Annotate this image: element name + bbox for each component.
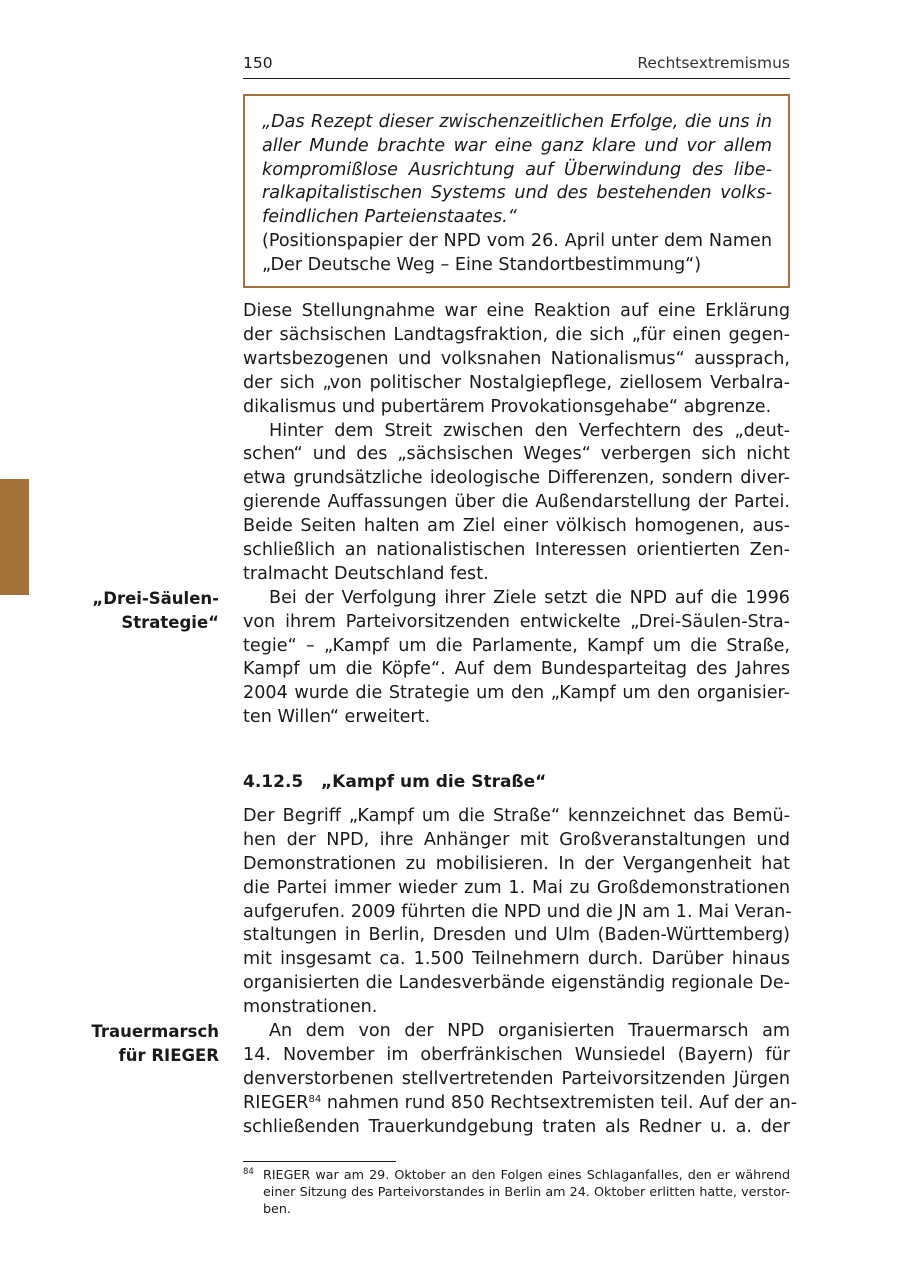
text-line: schen“ und des „sächsischen Weges“ verbergen sich nicht [243,444,790,465]
paragraph-trauermarsch [243,1020,798,1139]
quote-line: kompromißlose Ausrichtung auf Überwindung des libe- [262,159,772,180]
text-line: tralmacht Deutschland fest. [243,563,489,584]
text-line: Beide Seiten halten am Ziel einer völkisch homogenen, aus- [243,516,790,537]
paragraph-strategy [243,587,790,730]
text-line: der sich „von politischer Nostalgiepflege, ziellosem Verbalra- [243,372,790,393]
text-line: dikalismus und pubertärem Provokationsgehabe“ abgrenze. [243,396,772,417]
text-line: An dem von der NPD organisierten Trauermarsch am [269,1021,790,1041]
footnote-mark: 84 [243,1167,254,1177]
text-line: denverstorbenen stellvertretenden Parteivorsitzenden Jürgen [243,1068,790,1089]
margin-note-line: Strategie“ [121,612,219,632]
text-line: staltungen in Berlin, Dresden und Ulm (Baden-Württemberg) [243,925,790,946]
quote-line: feindlichen Parteienstaates.“ [262,207,517,228]
paragraph-street [243,805,790,1020]
margin-note-drei-saeulen [69,587,219,635]
text-line [243,1092,798,1116]
text-line: die Partei immer wieder zum 1. Mai zu Großdemonstrationen [243,877,790,898]
text-line: gierende Auffassungen über die Außendarstellung der Partei. [243,492,790,513]
text-line: Demonstrationen zu mobilisieren. In der Vergangenheit hat [243,853,790,874]
margin-note-line: für RIEGER [118,1045,219,1065]
margin-note-trauermarsch [69,1020,219,1068]
text-line: Hinter dem Streit zwischen den Verfechtern des „deut- [269,420,790,441]
chapter-thumb-tab [0,479,29,595]
footnote-reference[interactable]: 84 [308,1093,322,1105]
text-line: schließlich an nationalistischen Interessen orientierten Zen- [243,539,790,560]
text-line: etwa grundsätzliche ideologische Differenzen, sondern diver- [243,468,790,489]
section-heading [243,770,546,794]
quote-source-line: (Positionspapier der NPD vom 26. April unter dem Namen [262,230,772,251]
paragraph-reaction [243,300,790,419]
text-line: tegie“ – „Kampf um die Parlamente, Kampf um die Straße, [243,635,790,656]
quote-line: „Das Rezept dieser zwischenzeitlichen Erfolge, die uns in [262,112,772,132]
text-line: wartsbezogenen und volksnahen Nationalismus“ aussprach, [243,348,790,369]
text-line: der sächsischen Landtagsfraktion, die sich „für einen gegen- [243,324,790,345]
text-line: schließenden Trauerkundgebung traten als Redner u. a. der [243,1116,790,1137]
running-header [243,52,790,79]
quote-line: aller Munde brachte war eine ganz klare und vor allem [262,135,772,156]
text-run: nahmen rund 850 Rechtsextremisten teil. Auf der an- [321,1092,798,1113]
page-number: 150 [243,54,273,72]
quote-source-line: „Der Deutsche Weg – Eine Standortbestimmung“) [262,254,702,275]
text-line: aufgerufen. 2009 führten die NPD und die JN am 1. Mai Veran- [243,901,792,922]
rieger-name: RIEGER [243,1092,309,1113]
text-line: ten Willen“ erweitert. [243,707,431,728]
footnote [243,1166,790,1217]
text-line: hen der NPD, ihre Anhänger mit Großveranstaltungen und [243,829,790,850]
text-line: 14. November im oberfränkischen Wunsiedel (Bayern) für [243,1044,790,1065]
section-title: „Kampf um die Straße“ [321,772,547,792]
text-line: Der Begriff „Kampf um die Straße“ kennzeichnet das Bemü- [243,806,790,826]
paragraph-dispute [243,420,790,587]
text-line: 2004 wurde die Strategie um den „Kampf um den organisier- [243,683,790,704]
quote-line: ralkapitalistischen Systems und des bestehenden volks- [262,183,772,204]
footnote-line: RIEGER war am 29. Oktober an den Folgen eines Schlaganfalles, den er während [263,1167,790,1182]
footnote-line: ben. [263,1201,291,1216]
margin-note-line: „Drei-Säulen- [92,588,219,608]
text-line: Bei der Verfolgung ihrer Ziele setzt die NPD auf die 1996 [269,587,790,608]
quote-box [243,94,790,288]
section-number: 4.12.5 [243,772,304,792]
text-line: Kampf um die Köpfe“. Auf dem Bundesparteitag des Jahres [243,659,790,680]
footnote-divider [243,1161,396,1162]
text-line: mit insgesamt ca. 1.500 Teilnehmern durch. Darüber hinaus [243,949,790,970]
text-line: monstrationen. [243,997,378,1018]
text-line: Diese Stellungnahme war eine Reaktion auf eine Erklärung [243,301,790,321]
margin-note-line: Trauermarsch [91,1022,219,1041]
text-line: von ihrem Parteivorsitzenden entwickelte „Drei-Säulen-Stra- [243,611,790,632]
footnote-text [263,1166,790,1217]
running-section-title: Rechtsextremismus [637,54,790,72]
text-line: organisierten die Landesverbände eigenständig regionale De- [243,973,790,994]
footnote-line: einer Sitzung des Parteivorstandes in Berlin am 24. Oktober erlitten hatte, verstor- [263,1184,790,1199]
